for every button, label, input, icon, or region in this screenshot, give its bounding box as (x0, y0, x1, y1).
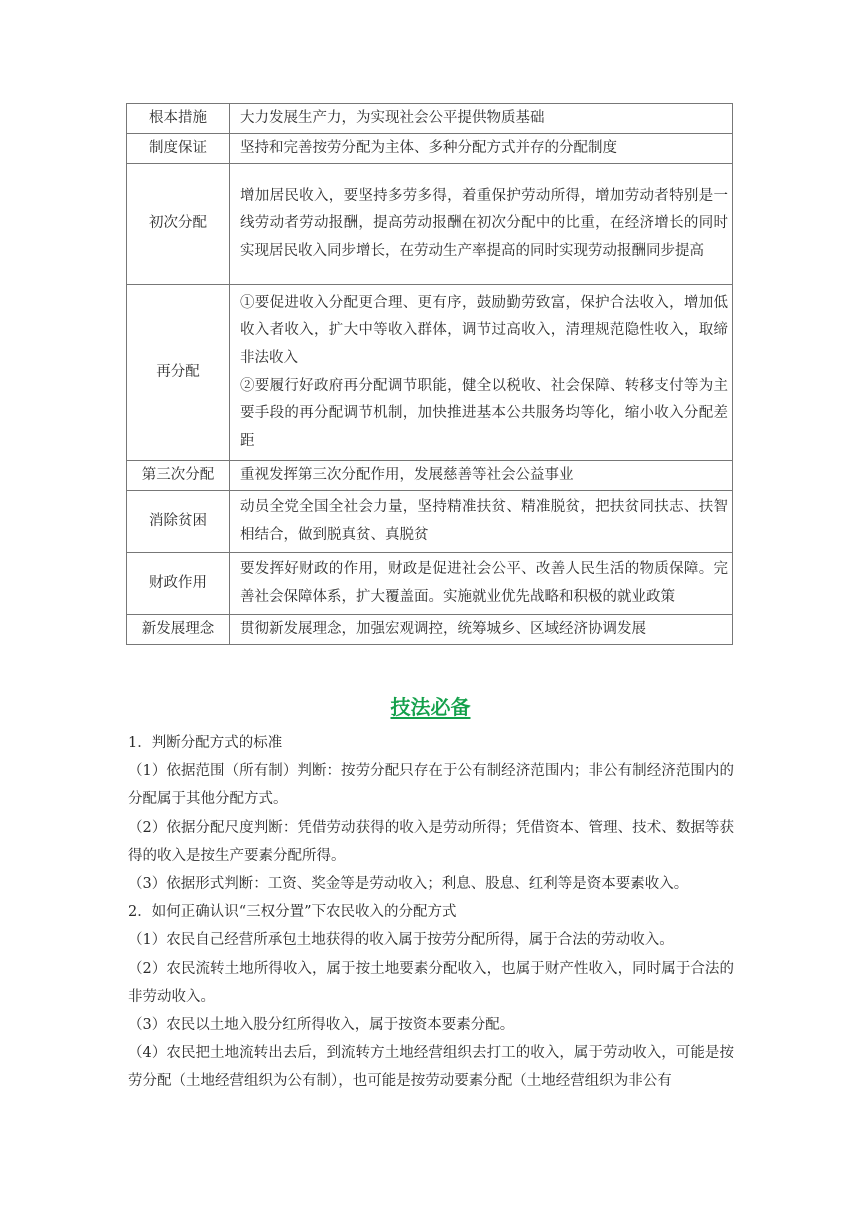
table-row (127, 615, 733, 645)
row-line: ②要履行好政府再分配调节职能，健全以税收、社会保障、转移支付等为主要手段的再分配调节机制，加快推进基本公共服务均等化，缩小收入分配差距 (240, 377, 728, 449)
row-line: ①要促进收入分配更合理、更有序，鼓励勤劳致富，保护合法收入，增加低收入者收入，扩大中等收入群体，调节过高收入，清理规范隐性收入，取缔非法收入 (240, 294, 728, 366)
method-notes (128, 729, 734, 1096)
row-value (230, 553, 733, 615)
row-value (230, 285, 733, 461)
row-line: 重视发挥第三次分配作用，发展慈善等社会公益事业 (240, 466, 574, 483)
row-line: 大力发展生产力，为实现社会公平提供物质基础 (240, 109, 545, 126)
table-row (127, 553, 733, 615)
row-key: 消除贫困 (127, 491, 230, 553)
paragraph: （3）农民以土地入股分红所得收入，属于按资本要素分配。 (128, 1017, 515, 1034)
table-row (127, 104, 733, 134)
row-value (230, 461, 733, 491)
row-key: 根本措施 (127, 104, 230, 134)
row-key: 财政作用 (127, 553, 230, 615)
paragraph: （3）依据形式判断：工资、奖金等是劳动收入；利息、股息、红利等是资本要素收入。 (128, 876, 689, 893)
row-line: 动员全党全国全社会力量，坚持精准扶贫、精准脱贫，把扶贫同扶志、扶智相结合，做到脱真贫、真脱贫 (240, 498, 728, 543)
row-key: 第三次分配 (127, 461, 230, 491)
row-key: 新发展理念 (127, 615, 230, 645)
row-value (230, 615, 733, 645)
table-row (127, 491, 733, 553)
row-line: 增加居民收入，要坚持多劳多得，着重保护劳动所得，增加劳动者特别是一线劳动者劳动报酬，提高劳动报酬在初次分配中的比重，在经济增长的同时实现居民收入同步增长，在劳动生产率提高的同时实现劳动报酬同步提高 (240, 187, 728, 259)
row-value (230, 134, 733, 164)
policy-table (126, 103, 733, 645)
heading-2: 2．如何正确认识“三权分置”下农民收入的分配方式 (128, 904, 457, 921)
paragraph: （1）依据范围（所有制）判断：按劳分配只存在于公有制经济范围内；非公有制经济范围内的分配属于其他分配方式。 (128, 763, 734, 808)
paragraph: （2）农民流转土地所得收入，属于按土地要素分配收入，也属于财产性收入，同时属于合法的非劳动收入。 (128, 960, 734, 1005)
row-line: 贯彻新发展理念，加强宏观调控，统筹城乡、区域经济协调发展 (240, 620, 646, 637)
paragraph: （1）农民自己经营所承包土地获得的收入属于按劳分配所得，属于合法的劳动收入。 (128, 932, 674, 949)
row-line: 要发挥好财政的作用，财政是促进社会公平、改善人民生活的物质保障。完善社会保障体系，扩大覆盖面。实施就业优先战略和积极的就业政策 (240, 560, 728, 605)
table-row (127, 285, 733, 461)
paragraph: （4）农民把土地流转出去后，到流转方土地经营组织去打工的收入，属于劳动收入，可能是按劳分配（土地经营组织为公有制），也可能是按劳动要素分配（土地经营组织为非公有 (128, 1045, 734, 1090)
row-key: 制度保证 (127, 134, 230, 164)
table-row (127, 461, 733, 491)
row-line: 坚持和完善按劳分配为主体、多种分配方式并存的分配制度 (240, 139, 617, 156)
paragraph: （2）依据分配尺度判断：凭借劳动获得的收入是劳动所得；凭借资本、管理、技术、数据等获得的收入是按生产要素分配所得。 (128, 819, 734, 864)
heading-1: 1．判断分配方式的标准 (128, 735, 283, 751)
row-value (230, 164, 733, 285)
row-key: 初次分配 (127, 164, 230, 285)
row-value (230, 104, 733, 134)
row-key: 再分配 (127, 285, 230, 461)
table-row (127, 164, 733, 285)
row-value (230, 491, 733, 553)
table-row (127, 134, 733, 164)
section-title: 技法必备 (390, 695, 471, 719)
